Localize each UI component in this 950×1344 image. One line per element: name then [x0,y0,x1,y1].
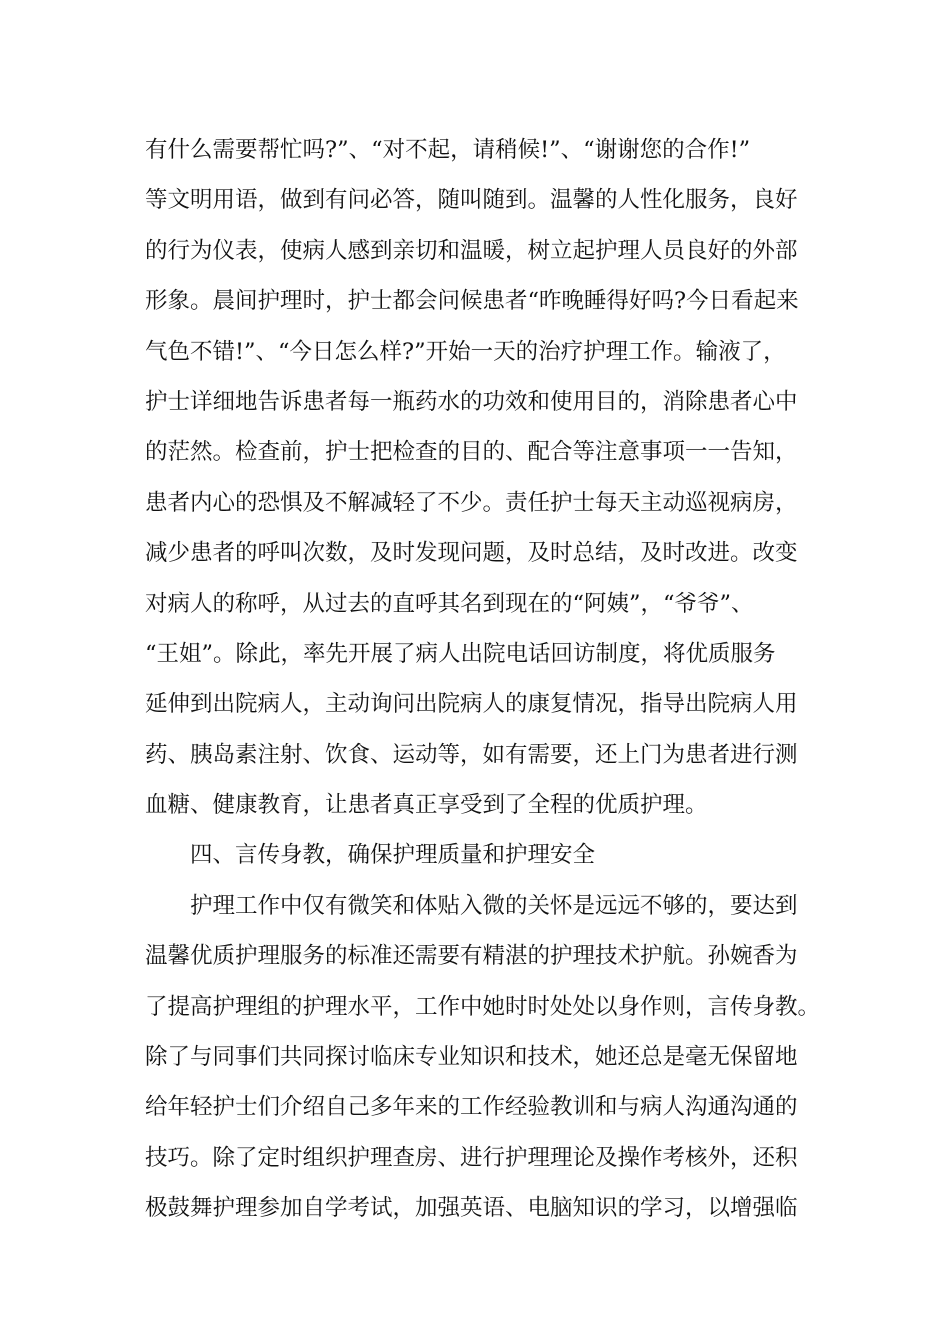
text-line: 除了与同事们共同探讨临床专业知识和技术，她还总是毫无保留地 [145,1044,798,1071]
text-line: 护士详细地告诉患者每一瓶药水的功效和使用目的，消除患者心中 [145,388,798,415]
body-text [145,130,825,1239]
text-line: 患者内心的恐惧及不解减轻了不少。责任护士每天主动巡视病房， [145,489,798,516]
paragraph-first-line: 护理工作中仅有微笑和体贴入微的关怀是远远不够的，要达到 [190,892,798,919]
text-line: 形象。晨间护理时，护士都会问候患者“昨晚睡得好吗?今日看起来 [145,288,799,315]
text-line: 减少患者的呼叫次数，及时发现问题，及时总结，及时改进。改变 [145,540,798,567]
section-heading: 四、言传身教，确保护理质量和护理安全 [190,842,596,869]
text-line: 延伸到出院病人，主动询问出院病人的康复情况，指导出院病人用 [145,691,798,718]
text-line: 给年轻护士们介绍自己多年来的工作经验教训和与病人沟通沟通的 [145,1094,798,1121]
text-line: 有什么需要帮忙吗?”、“对不起，请稍候!”、“谢谢您的合作!” [145,137,751,163]
text-line: 极鼓舞护理参加自学考试，加强英语、电脑知识的学习，以增强临 [145,1195,798,1222]
text-line: 技巧。除了定时组织护理查房、进行护理理论及操作考核外，还积 [145,1144,798,1171]
text-line: 的茫然。检查前，护士把检查的目的、配合等注意事项一一告知， [145,439,798,466]
text-line: 的行为仪表，使病人感到亲切和温暖，树立起护理人员良好的外部 [145,237,798,264]
text-line: 气色不错!”、“今日怎么样?”开始一天的治疗护理工作。输液了， [145,338,786,365]
text-line: 血糖、健康教育，让患者真正享受到了全程的优质护理。 [145,792,708,819]
text-line: 等文明用语，做到有问必答，随叫随到。温馨的人性化服务，良好 [145,187,798,214]
text-line: “王姐”。除此，率先开展了病人出院电话回访制度，将优质服务 [145,640,776,667]
text-line: 对病人的称呼，从过去的直呼其名到现在的“阿姨”，“爷爷”、 [145,590,754,617]
text-line: 了提高护理组的护理水平，工作中她时时处处以身作则，言传身教。 [145,993,821,1020]
text-line: 药、胰岛素注射、饮食、运动等，如有需要，还上门为患者进行测 [145,741,798,768]
text-line: 温馨优质护理服务的标准还需要有精湛的护理技术护航。孙婉香为 [145,943,798,970]
